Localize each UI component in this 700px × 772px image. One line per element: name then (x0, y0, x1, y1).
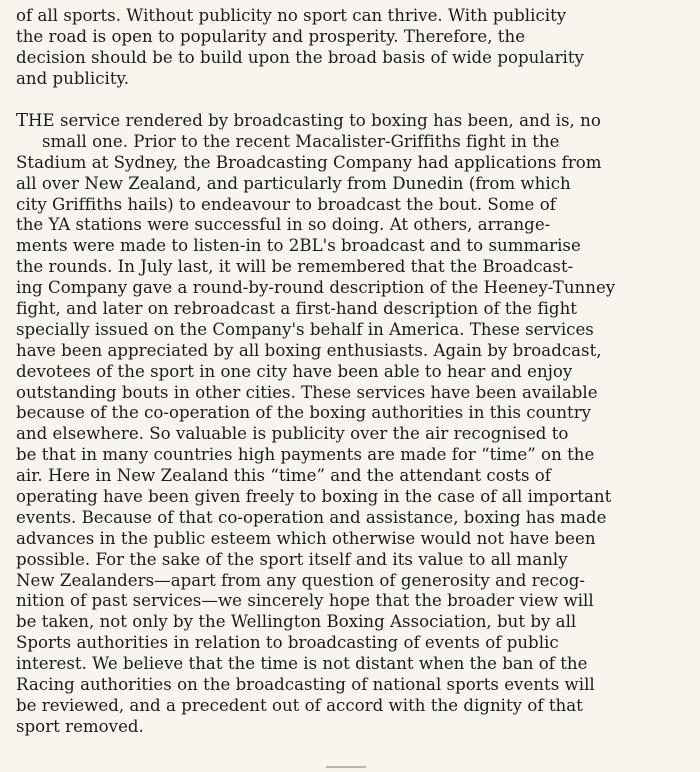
text-line: be taken, not only by the Wellington Boxing Association, but by all (16, 612, 577, 632)
text-line: Racing authorities on the broadcasting of national sports events will (16, 675, 595, 695)
text-line: sport removed. (16, 716, 144, 736)
text-line: Sports authorities in relation to broadcasting of events of public (16, 633, 559, 653)
paragraph-broadcasting-boxing (16, 111, 691, 738)
text-line: small one. Prior to the recent Macalister-Griffiths fight in the (42, 131, 560, 151)
text-line: advances in the public esteem which otherwise would not have been (16, 528, 596, 548)
text-line: all over New Zealand, and particularly from Dunedin (from which (16, 173, 571, 193)
text-line: interest. We believe that the time is not distant when the ban of the (16, 654, 588, 674)
opening-line-text: service rendered by broadcasting to boxing has been, and is, no (54, 111, 601, 130)
text-line: air. Here in New Zealand this “time” and the attendant costs of (16, 466, 551, 486)
text-line: devotees of the sport in one city have been able to hear and enjoy (16, 361, 573, 381)
text-line: ing Company gave a round-by-round description of the Heeney-Tunney (16, 278, 616, 298)
text-line: fight, and later on rebroadcast a first-hand description of the fight (16, 299, 577, 319)
text-line: events. Because of that co-operation and assistance, boxing has made (16, 507, 607, 527)
text-line: the rounds. In July last, it will be remembered that the Broadcast- (16, 257, 574, 277)
text-line: possible. For the sake of the sport itself and its value to all manly (16, 549, 568, 569)
text-line: operating have been given freely to boxing in the case of all important (16, 487, 612, 507)
text-line: outstanding bouts in other cities. These services have been available (16, 382, 598, 402)
text-line: decision should be to build upon the broad basis of wide popularity (16, 47, 584, 67)
text-line: be that in many countries high payments are made for “time” on the (16, 445, 595, 465)
paragraph-publicity (16, 6, 691, 90)
text-line: because of the co-operation of the boxing authorities in this country (16, 403, 592, 423)
text-line: specially issued on the Company's behalf in America. These services (16, 319, 594, 339)
drop-capital: T (16, 110, 29, 131)
text-line: be reviewed, and a precedent out of accord with the dignity of that (16, 695, 583, 715)
small-caps-word: HE (28, 111, 55, 130)
text-line: city Griffiths hails) to endeavour to broadcast the bout. Some of (16, 194, 556, 214)
text-line: have been appreciated by all boxing enthusiasts. Again by broadcast, (16, 340, 602, 360)
text-line: the road is open to popularity and prosperity. Therefore, the (16, 26, 526, 46)
text-line: and elsewhere. So valuable is publicity over the air recognised to (16, 424, 569, 444)
text-line: New Zealanders—apart from any question of generosity and recog- (16, 570, 586, 590)
page-bottom-rule (326, 766, 366, 768)
text-line: and publicity. (16, 68, 130, 88)
text-line: ments were made to listen-in to 2BL's broadcast and to summarise (16, 236, 581, 256)
text-line: the YA stations were successful in so doing. At others, arrange- (16, 215, 551, 235)
text-line: of all sports. Without publicity no sport can thrive. With publicity (16, 6, 567, 25)
text-line: nition of past services—we sincerely hope that the broader view will (16, 591, 594, 611)
text-line: Stadium at Sydney, the Broadcasting Company had applications from (16, 152, 602, 172)
opening-line (16, 111, 691, 132)
